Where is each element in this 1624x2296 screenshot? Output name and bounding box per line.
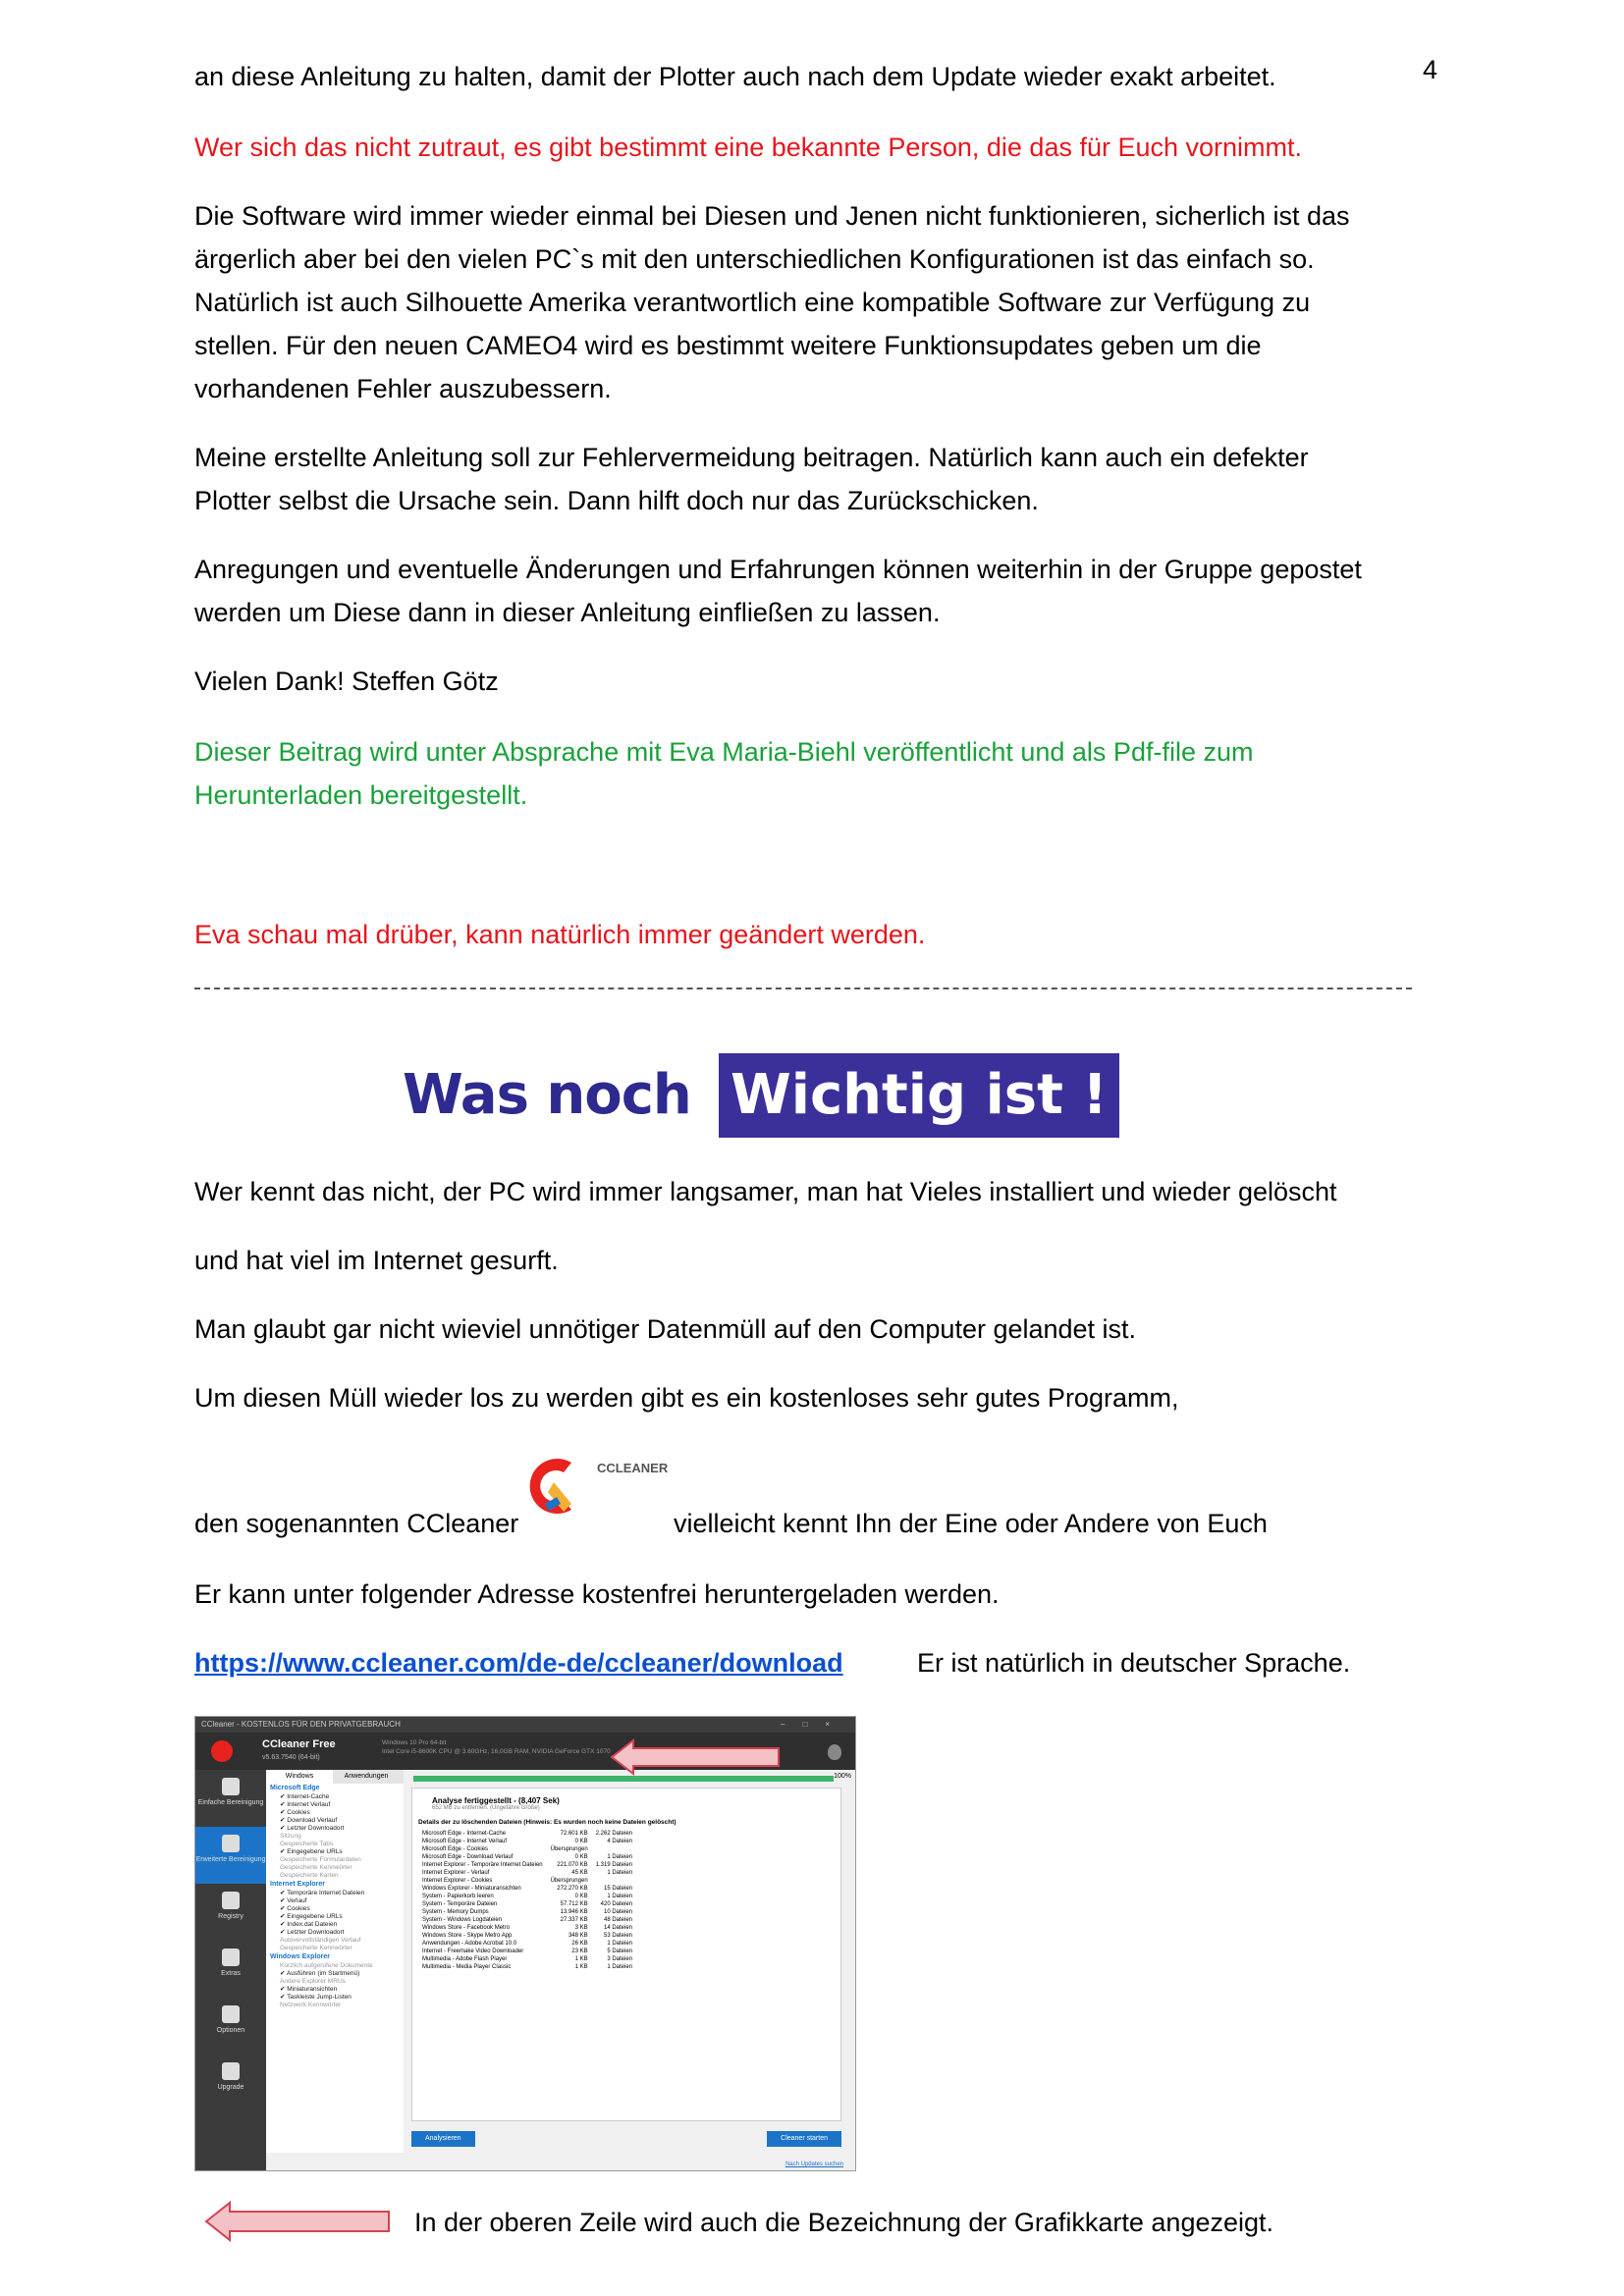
group-ie: Internet Explorer	[270, 1881, 326, 1888]
heading-part-1: Was noch	[403, 1063, 691, 1127]
tree-item[interactable]: Gespeicherte Tabs	[280, 1841, 334, 1847]
paragraph-3a: Die Software wird immer wieder einmal bei Diesen und Jenen nicht funktionieren, sicherlich ist das	[194, 201, 1350, 231]
table-row	[418, 1940, 636, 1948]
table-cell: 0 KB	[574, 1854, 588, 1860]
table-row	[418, 1838, 636, 1845]
table-cell: Internet Explorer - Cookies	[422, 1878, 493, 1884]
tree-item[interactable]: Gespeicherte Kennwörter	[280, 1864, 352, 1871]
table-row	[418, 1916, 636, 1924]
paragraph-12: Um diesen Müll wieder los zu werden gibt es ein kostenloses sehr gutes Programm,	[194, 1383, 1179, 1413]
logo-text: CCLEANER	[597, 1461, 669, 1475]
tree-item[interactable]: ✔ Temporäre Internet Dateien	[280, 1890, 365, 1896]
tree-item[interactable]: ✔ Internet Verlauf	[280, 1801, 331, 1808]
table-cell: Microsoft Edge - Cookies	[422, 1846, 489, 1852]
tree-item[interactable]: ✔ Cookies	[280, 1905, 310, 1912]
tree-item[interactable]: Sitzung	[280, 1833, 301, 1840]
table-row	[418, 1900, 636, 1908]
table-cell: 221.070 KB	[557, 1862, 588, 1868]
tree-item[interactable]: Gespeicherte Formulardaten	[280, 1856, 361, 1863]
table-row	[418, 1845, 636, 1853]
sidebar-item-options[interactable]: Optionen	[195, 1998, 266, 2055]
analyze-button[interactable]: Analysieren	[411, 2131, 475, 2147]
page-number: 4	[1422, 55, 1437, 84]
download-link-line	[194, 1641, 843, 1684]
app-window-title: CCleaner - KOSTENLOS FÜR DEN PRIVATGEBRAUCH	[201, 1720, 401, 1729]
dashed-divider	[194, 988, 1412, 989]
table-cell: Windows Explorer - Miniaturansichten	[422, 1886, 521, 1892]
table-cell: 0 KB	[574, 1839, 588, 1844]
table-cell: System - Windows Logdateien	[422, 1917, 503, 1923]
paragraph-13a: den sogenannten CCleaner	[194, 1509, 519, 1538]
progress-label: 100%	[834, 1773, 851, 1780]
analysis-size: 652 MB zu entfernen. (Ungefähre Größe)	[432, 1805, 540, 1811]
sidebar-item-tools[interactable]: Extras	[195, 1941, 266, 1998]
ccleaner-screenshot	[194, 1716, 856, 2171]
table-cell: 1 Dateien	[607, 1941, 633, 1947]
tree-item[interactable]: Gespeicherte Karten	[280, 1872, 339, 1879]
table-row	[418, 1932, 636, 1940]
sidebar-item-simple-clean[interactable]: Einfache Bereinigung	[195, 1770, 266, 1827]
tree-item[interactable]: ✔ Ausführen (im Startmenü)	[280, 1970, 360, 1977]
table-cell: 1.319 Dateien	[595, 1862, 633, 1868]
table-cell: 1 Dateien	[607, 1964, 633, 1970]
table-cell: 1 KB	[574, 1956, 588, 1962]
paragraph-3b: ärgerlich aber bei den vielen PC`s mit den unterschiedlichen Konfigurationen ist das einfach so.	[194, 244, 1315, 274]
tree-item[interactable]: ✔ Download Verlauf	[280, 1817, 338, 1824]
paragraph-6: Vielen Dank! Steffen Götz	[194, 667, 499, 696]
table-row	[418, 1861, 636, 1869]
analysis-status: Analyse fertiggestellt - (8,407 Sek)	[432, 1796, 560, 1805]
table-cell: Multimedia - Adobe Flash Player	[422, 1956, 508, 1962]
table-cell: 53 Dateien	[604, 1933, 633, 1939]
paragraph-3e: vorhandenen Fehler auszubessern.	[194, 374, 612, 403]
table-cell: 26 KB	[571, 1941, 588, 1947]
tree-item[interactable]: ✔ Internet-Cache	[280, 1793, 330, 1800]
paragraph-5a: Anregungen und eventuelle Änderungen und Erfahrungen können weiterhin in der Gruppe gepostet	[194, 555, 1362, 584]
table-cell: 4 Dateien	[607, 1839, 633, 1844]
tree-item[interactable]: Gespeicherte Kennwörter	[280, 1945, 352, 1951]
paragraph-16: In der oberen Zeile wird auch die Bezeichnung der Grafikkarte angezeigt.	[414, 2208, 1274, 2237]
table-cell: 1 Dateien	[607, 1870, 633, 1876]
tree-item[interactable]: Netzwerk Kennwörter	[280, 2002, 342, 2008]
table-row	[418, 1948, 636, 1955]
tree-tabs	[266, 1770, 404, 1784]
table-cell	[592, 1877, 636, 1885]
table-cell: 2.262 Dateien	[595, 1831, 633, 1837]
sidebar-item-custom-clean[interactable]: Erweiterte Bereinigung	[195, 1827, 266, 1884]
tree-item[interactable]: ✔ Letzter Downloadort	[280, 1929, 345, 1936]
results-panel	[411, 1788, 841, 2121]
table-cell: Microsoft Edge - Internet Verlauf	[422, 1839, 508, 1844]
product-version: v5.63.7540 (64-bit)	[262, 1754, 320, 1761]
app-sidebar	[195, 1770, 266, 2170]
tree-item[interactable]: Autovervollständigen Verlauf	[280, 1937, 361, 1944]
product-name: CCleaner Free	[262, 1738, 336, 1750]
paragraph-15: Er ist natürlich in deutscher Sprache.	[917, 1648, 1351, 1678]
table-cell: 1 Dateien	[607, 1894, 633, 1899]
paragraph-2: Wer sich das nicht zutraut, es gibt bestimmt eine bekannte Person, die das für Euch vornimmt.	[194, 133, 1303, 162]
system-info-os: Windows 10 Pro 64-bit	[382, 1739, 447, 1746]
table-cell: 57.712 KB	[560, 1901, 588, 1907]
tree-item[interactable]: ✔ Verlauf	[280, 1897, 307, 1904]
paragraph-10: und hat viel im Internet gesurft.	[194, 1246, 559, 1275]
table-cell: 14 Dateien	[604, 1925, 633, 1931]
tree-item[interactable]: ✔ Index.dat Dateien	[280, 1921, 338, 1928]
table-cell: 10 Dateien	[604, 1909, 633, 1915]
paragraph-1: an diese Anleitung zu halten, damit der Plotter auch nach dem Update wieder exakt arbeitet.	[194, 62, 1276, 91]
screenshot-arrow-icon	[608, 1736, 785, 1778]
table-cell: 3 KB	[574, 1925, 588, 1931]
tree-item[interactable]: ✔ Letzter Downloadort	[280, 1825, 345, 1832]
sidebar-item-upgrade[interactable]: Upgrade	[195, 2055, 266, 2111]
system-info-hardware: Intel Core i5-8600K CPU @ 3.60GHz, 16,0GB RAM, NVIDIA GeForce GTX 1070	[382, 1748, 611, 1755]
tab-windows[interactable]: Windows	[266, 1770, 333, 1784]
paragraph-4b: Plotter selbst die Ursache sein. Dann hilft doch nur das Zurückschicken.	[194, 486, 1039, 515]
paragraph-11: Man glaubt gar nicht wieviel unnötiger Datenmüll auf den Computer gelandet ist.	[194, 1314, 1137, 1344]
table-cell: Internet Explorer - Temporäre Internet Dateien	[422, 1862, 543, 1868]
table-cell: System - Papierkorb leeren	[422, 1894, 494, 1899]
table-cell: Übersprungen	[550, 1878, 588, 1884]
ccleaner-logo	[528, 1453, 676, 1520]
sidebar-item-registry[interactable]: Registry	[195, 1884, 266, 1941]
results-area	[404, 1770, 855, 2153]
left-arrow-icon	[202, 2199, 395, 2244]
tab-applications[interactable]: Anwendungen	[344, 1773, 389, 1780]
paragraph-7a: Dieser Beitrag wird unter Absprache mit Eva Maria-Biehl veröffentlicht und als Pdf-file zum	[194, 737, 1254, 767]
table-cell: Microsoft Edge - Internet-Cache	[422, 1831, 507, 1837]
table-cell: Übersprungen	[550, 1846, 588, 1852]
window-controls[interactable]: –□×	[781, 1720, 847, 1729]
run-cleaner-button[interactable]: Cleaner starten	[767, 2131, 841, 2147]
table-cell: Internet Explorer - Verlauf	[422, 1870, 490, 1876]
paragraph-9: Wer kennt das nicht, der PC wird immer langsamer, man hat Vieles installiert und wieder gelöscht	[194, 1177, 1337, 1206]
tree-item[interactable]: Andere Explorer MRUs	[280, 1978, 346, 1985]
table-cell: 45 KB	[571, 1870, 588, 1876]
table-cell: 0 KB	[574, 1894, 588, 1899]
cleaning-tree	[266, 1770, 405, 2153]
ccleaner-logo-icon	[528, 1453, 676, 1520]
tree-item[interactable]: ✔ Taskleiste Jump-Listen	[280, 1994, 352, 2001]
paragraph-4a: Meine erstellte Anleitung soll zur Fehlervermeidung beitragen. Natürlich kann auch ein defekter	[194, 443, 1309, 472]
table-row	[418, 1853, 636, 1861]
table-cell: 48 Dateien	[604, 1917, 633, 1923]
table-cell: Windows Store - Facebook Metro	[422, 1925, 511, 1931]
paragraph-8: Eva schau mal drüber, kann natürlich immer geändert werden.	[194, 920, 926, 949]
section-heading	[0, 1053, 1624, 1138]
table-cell: 272.270 KB	[557, 1886, 588, 1892]
table-cell: Microsoft Edge - Download Verlauf	[422, 1854, 514, 1860]
table-cell: 1 Dateien	[607, 1854, 633, 1860]
table-row	[418, 1830, 636, 1838]
details-title: Details der zu löschenden Dateien (Hinweis: Es wurden noch keine Dateien gelöscht)	[418, 1819, 677, 1826]
app-title-bar	[195, 1717, 855, 1733]
table-row	[418, 1955, 636, 1963]
table-cell: 72.601 KB	[560, 1831, 588, 1837]
group-edge: Microsoft Edge	[270, 1785, 320, 1791]
paragraph-14: Er kann unter folgender Adresse kostenfrei heruntergeladen werden.	[194, 1579, 1000, 1609]
table-cell	[592, 1845, 636, 1853]
table-cell: 348 KB	[568, 1933, 588, 1939]
tree-item[interactable]: ✔ Eingegebene URLs	[280, 1913, 343, 1920]
table-cell: 3 Dateien	[607, 1956, 633, 1962]
tree-item[interactable]: ✔ Cookies	[280, 1809, 310, 1816]
paragraph-3c: Natürlich ist auch Silhouette Amerika verantwortlich eine kompatible Software zur Verfügung zu	[194, 288, 1311, 317]
paragraph-3d: stellen. Für den neuen CAMEO4 wird es bestimmt weitere Funktionsupdates geben um die	[194, 331, 1262, 360]
table-cell: Anwendungen - Adobe Acrobat 10.0	[422, 1941, 517, 1947]
check-updates-link[interactable]: Nach Updates suchen	[785, 2162, 843, 2167]
tree-item[interactable]: ✔ Eingegebene URLs	[280, 1848, 343, 1855]
table-cell: Multimedia - Media Player Classic	[422, 1964, 512, 1970]
paragraph-7b: Herunterladen bereitgestellt.	[194, 780, 528, 810]
table-cell: 13.946 KB	[560, 1909, 588, 1915]
table-cell: Internet - Freemake Video Downloader	[422, 1949, 524, 1954]
table-cell: 15 Dateien	[604, 1886, 633, 1892]
tree-item[interactable]: ✔ Miniaturansichten	[280, 1986, 338, 1993]
tree-item[interactable]: Kürzlich aufgerufene Dokumente	[280, 1962, 373, 1969]
droplet-icon	[828, 1744, 841, 1760]
table-row	[418, 1924, 636, 1932]
table-row	[418, 1877, 636, 1885]
table-cell: Windows Store - Skype Metro App	[422, 1933, 513, 1939]
table-cell: 23 KB	[571, 1949, 588, 1954]
table-cell: 1 KB	[574, 1964, 588, 1970]
heading-part-2: Wichtig ist !	[719, 1053, 1119, 1138]
table-cell: 5 Dateien	[607, 1949, 633, 1954]
download-link[interactable]: https://www.ccleaner.com/de-de/ccleaner/download	[194, 1648, 843, 1678]
paragraph-5b: werden um Diese dann in dieser Anleitung einfließen zu lassen.	[194, 598, 941, 627]
table-row	[418, 1908, 636, 1916]
table-row	[418, 1885, 636, 1893]
table-cell: 420 Dateien	[600, 1901, 633, 1907]
group-we: Windows Explorer	[270, 1953, 331, 1960]
table-cell: System - Memory Dumps	[422, 1909, 489, 1915]
table-row	[418, 1963, 636, 1971]
paragraph-13b: vielleicht kennt Ihn der Eine oder Andere von Euch	[674, 1509, 1268, 1538]
table-cell: 27.337 KB	[560, 1917, 588, 1923]
app-logo-icon	[211, 1740, 233, 1762]
table-cell: System - Temporäre Dateien	[422, 1901, 498, 1907]
table-row	[418, 1893, 636, 1900]
results-table	[418, 1830, 636, 1971]
table-row	[418, 1869, 636, 1877]
